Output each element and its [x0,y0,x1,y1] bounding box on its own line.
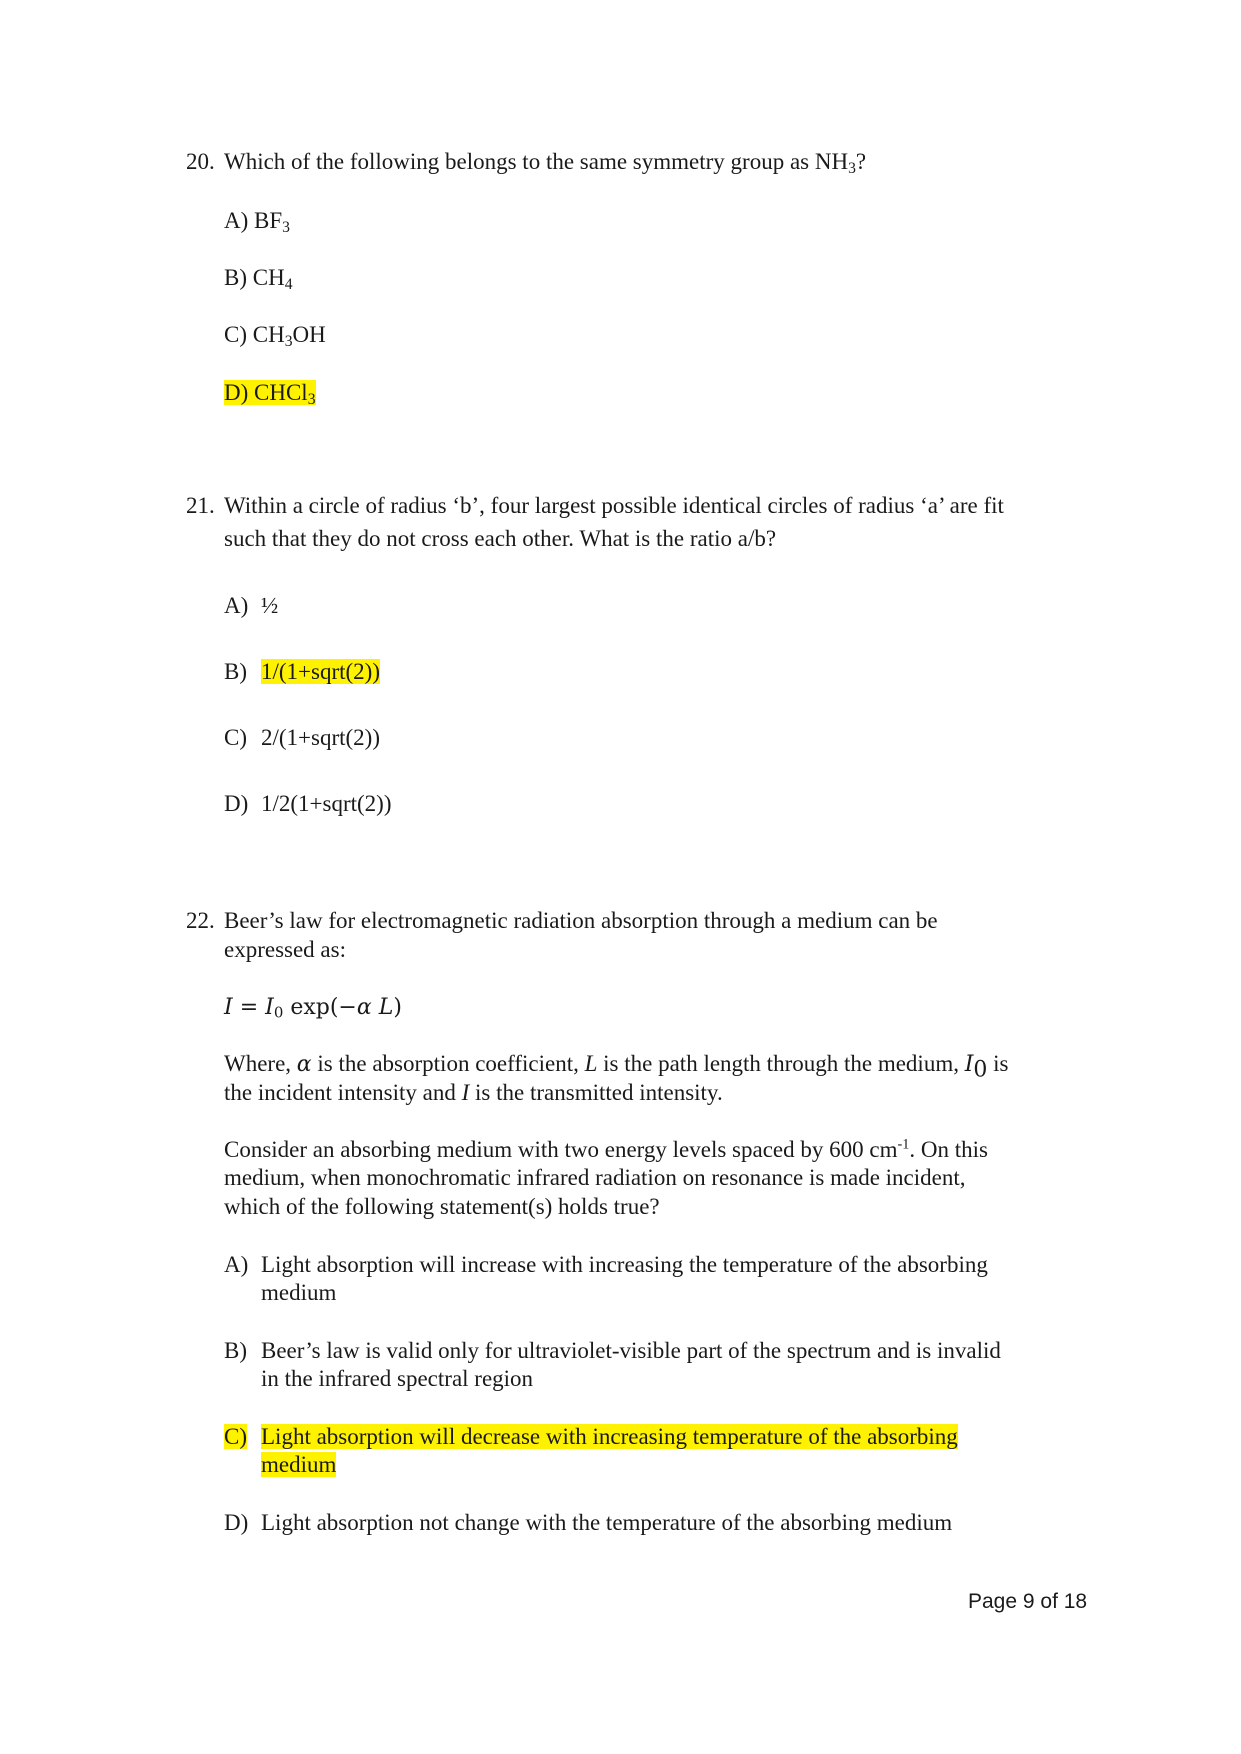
answer-highlight: Light absorption will decrease with increasing temperature of the absorbing [261,1424,958,1449]
q22-option-b-letter: B) [224,1338,247,1363]
q22-option-c-line1 [261,1422,958,1452]
q20-number: 20. [186,149,215,174]
q22-option-c-letter [224,1422,247,1452]
q21-option-d-letter: D) [224,791,249,816]
q22-consider-line1: Consider an absorbing medium with two energy levels spaced by 600 $cm^{-1}$. On this [224,1136,988,1162]
q22-option-a-letter: A) [224,1252,249,1277]
q21-option-a-text: ½ [261,593,279,618]
q20-option-c: C) $CH_3OH$ [224,322,326,350]
q21-number: 21. [186,493,215,518]
q20-option-b: B) $CH_4$ [224,265,293,293]
q22-option-a-line1: Light absorption will increase with increasing the temperature of the absorbing [261,1252,988,1277]
q22-stem-line1: Beer’s law for electromagnetic radiation absorption through a medium can be [224,908,938,933]
q21-option-b-letter: B) [224,659,247,684]
q21-stem-line1: Within a circle of radius ‘b’, four largest possible identical circles of radius ‘a’ are fit [224,493,1004,518]
q22-stem-line2: expressed as: [224,937,346,962]
q22-consider-line2: medium, when monochromatic infrared radiation on resonance is made incident, [224,1165,966,1190]
q22-option-d-letter: D) [224,1510,249,1535]
q22-option-c-line2 [261,1450,336,1480]
q21-option-c-letter: C) [224,725,247,750]
answer-highlight: D) CHCl$_3$ [224,380,316,408]
beer-law-equation: $I = I_0$ exp(−α L) [224,995,402,1022]
answer-highlight: medium [261,1452,337,1477]
q21-option-b-text [261,657,380,687]
page-number: Page 9 of 18 [968,1590,1088,1613]
q21-option-c-text: 2/(1+sqrt(2)) [261,725,380,750]
q20-stem: Which of the following belongs to the same symmetry group as $NH_3$? [224,149,867,177]
q22-option-b-line1: Beer’s law is valid only for ultraviolet-visible part of the spectrum and is invalid [261,1338,1001,1363]
q22-number: 22. [186,908,215,933]
q22-option-b-line2: in the infrared spectral region [261,1366,534,1391]
q20-option-a: A) $BF_3$ [224,208,290,236]
q22-option-a-line2: medium [261,1280,337,1305]
q22-where-line1: Where, α is the absorption coefficient, L is the path length through the medium, $I_0$ is [224,1051,1009,1083]
answer-highlight: 1/(1+sqrt(2)) [261,659,380,684]
q21-option-a-letter: A) [224,593,249,618]
q22-option-d-line1: Light absorption not change with the temperature of the absorbing medium [261,1510,953,1535]
q20-option-d [224,378,316,408]
q21-option-d-text: 1/2(1+sqrt(2)) [261,791,392,816]
answer-highlight: C) [224,1424,247,1449]
q22-consider-line3: which of the following statement(s) holds true? [224,1194,660,1219]
q21-stem-line2: such that they do not cross each other. What is the ratio a/b? [224,526,777,551]
q22-where-line2: the incident intensity and I is the transmitted intensity. [224,1080,723,1105]
